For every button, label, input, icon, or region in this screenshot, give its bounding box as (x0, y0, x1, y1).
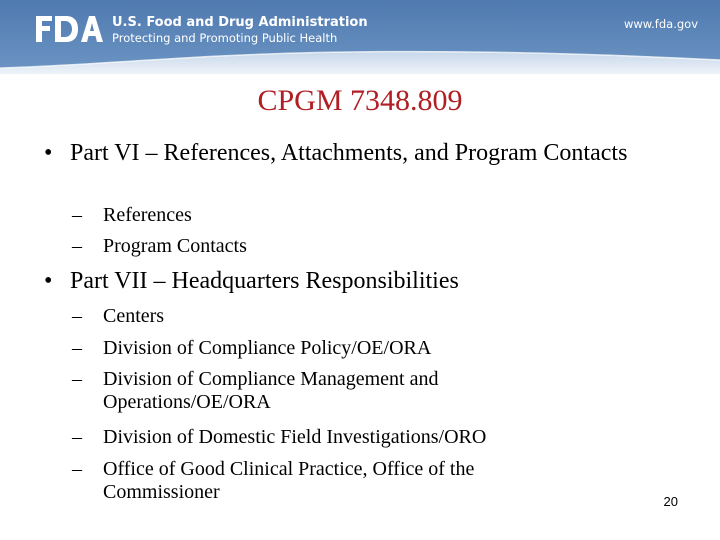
page-number: 20 (663, 494, 678, 509)
fda-logo (34, 14, 104, 44)
dash-marker: – (72, 204, 82, 226)
bullet-marker: • (44, 268, 53, 294)
agency-name: U.S. Food and Drug Administration (112, 15, 368, 30)
dash-marker: – (72, 305, 82, 327)
dash-marker: – (72, 235, 82, 257)
agency-block (112, 15, 368, 46)
sub-item-program-contacts (72, 235, 573, 258)
dash-marker: – (72, 458, 82, 480)
sub-item-ddfi (72, 426, 573, 449)
sub-item-text: Division of Domestic Field Investigations/ORO (103, 426, 487, 448)
fda-header-banner (0, 0, 720, 74)
sub-item-text: Centers (103, 305, 165, 327)
sub-item-text: References (103, 204, 192, 226)
bullet-text: Part VII – Headquarters Responsibilities (70, 268, 459, 294)
dash-marker: – (72, 337, 82, 359)
sub-item-text: Division of Compliance Management and Operations/OE/ORA (103, 368, 439, 413)
bullet-part-vii (46, 268, 630, 295)
dash-marker: – (72, 426, 82, 448)
bullet-part-vi (46, 140, 630, 167)
sub-item-centers (72, 305, 573, 328)
site-url-link[interactable]: www.fda.gov (623, 17, 698, 31)
sub-item-references (72, 204, 573, 227)
sub-item-ogcp (72, 458, 573, 504)
agency-tagline: Protecting and Promoting Public Health (112, 31, 338, 45)
dash-marker: – (72, 368, 82, 390)
sub-item-text: Program Contacts (103, 235, 247, 257)
sub-item-dcmo (72, 368, 523, 414)
sub-item-text: Office of Good Clinical Practice, Office of the Commissioner (103, 458, 475, 503)
bullet-text: Part VI – References, Attachments, and Program Contacts (70, 140, 628, 166)
sub-item-dcp (72, 337, 573, 360)
bullet-marker: • (44, 140, 53, 166)
slide-title: CPGM 7348.809 (257, 84, 463, 117)
sub-item-text: Division of Compliance Policy/OE/ORA (103, 337, 432, 359)
